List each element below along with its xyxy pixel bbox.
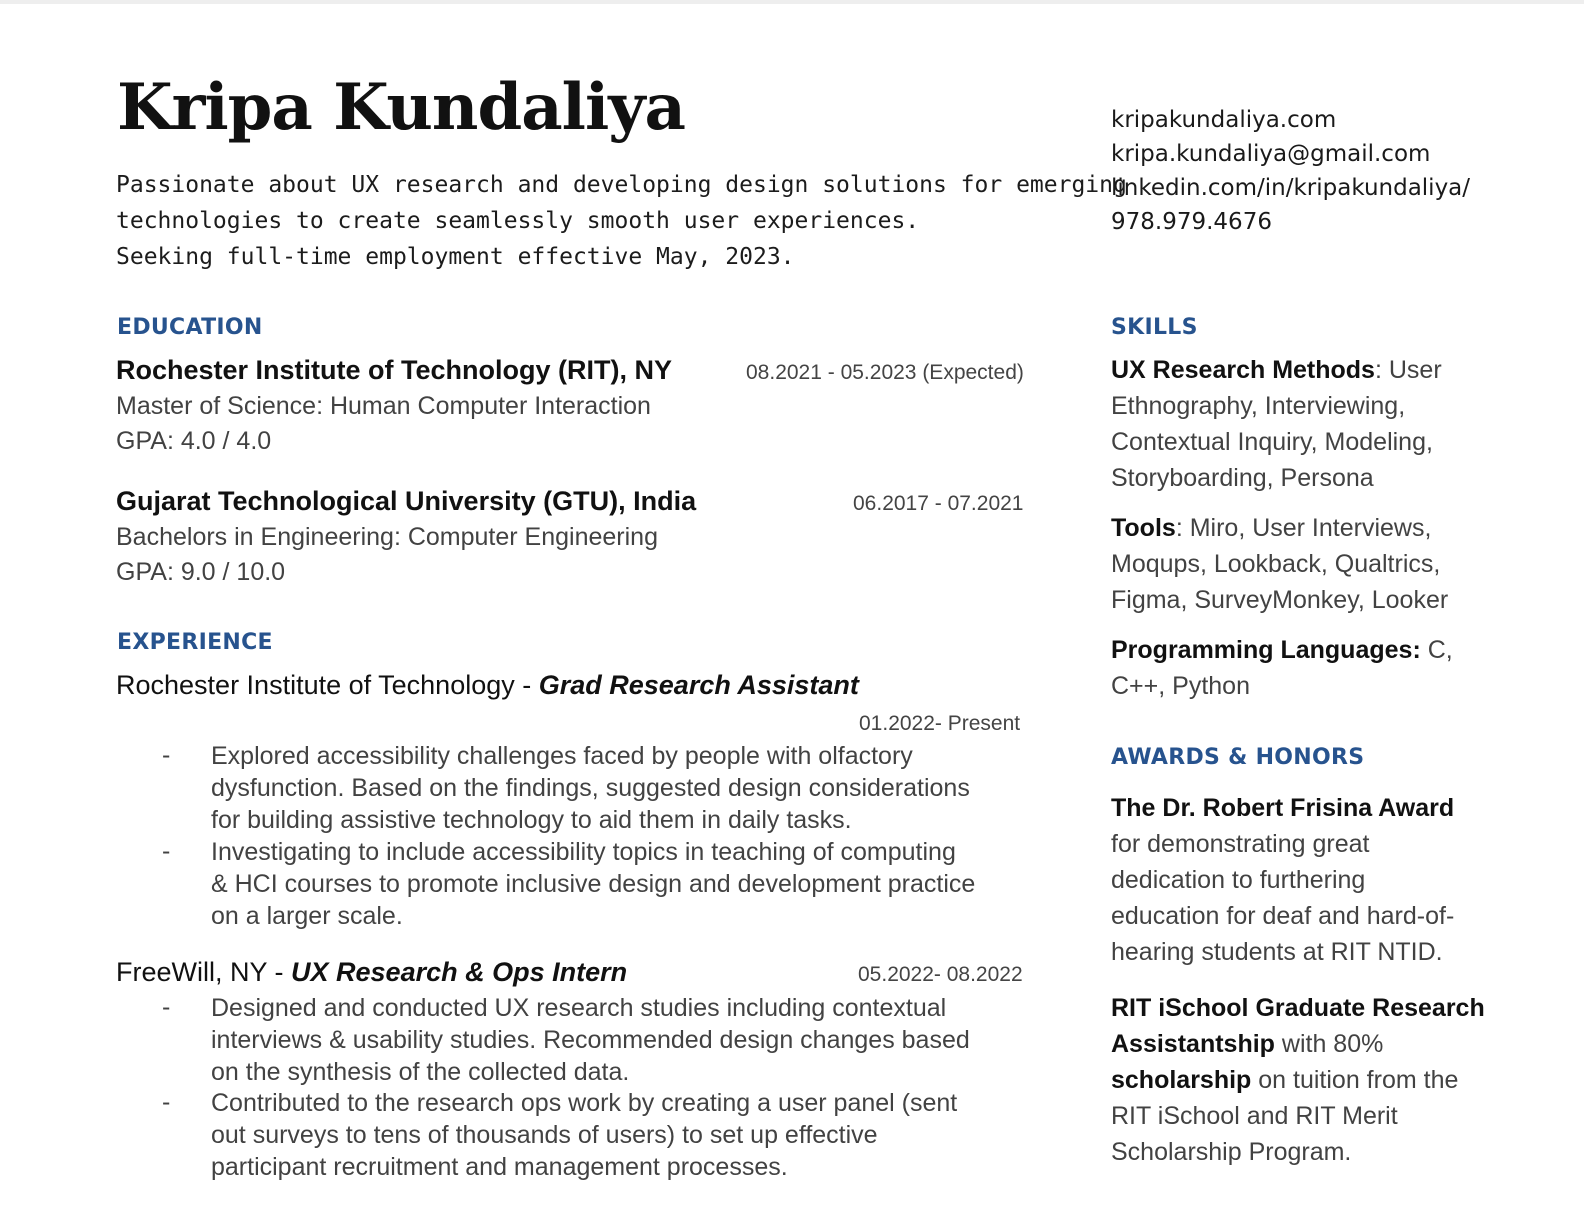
job-bullet (211, 836, 1041, 932)
skill-line: Storyboarding, Persona (1111, 464, 1374, 492)
award-title: RIT iSchool Graduate Research (1111, 994, 1485, 1022)
award-line: dedication to furthering (1111, 866, 1366, 894)
website-link[interactable]: kripakundaliya.com (1111, 107, 1337, 133)
award-line: RIT iSchool and RIT Merit (1111, 1102, 1398, 1130)
skill-line: Figma, SurveyMonkey, Looker (1111, 586, 1449, 614)
award-frisina (1111, 790, 1454, 970)
linkedin-link[interactable]: linkedin.com/in/kripakundaliya/ (1111, 175, 1471, 201)
job-dates: 01.2022- Present (859, 712, 1021, 735)
job-dates: 05.2022- 08.2022 (858, 963, 1023, 986)
email-link[interactable]: kripa.kundaliya@gmail.com (1111, 141, 1431, 167)
bullet-line: interviews & usability studies. Recommended design changes based (211, 1026, 970, 1054)
job-role: Grad Research Assistant (538, 670, 859, 700)
bullet-marker: - (162, 1088, 171, 1116)
skill-line: C++, Python (1111, 672, 1250, 700)
summary-line: Passionate about UX research and developing design solutions for emerging (116, 172, 1127, 198)
award-highlight: scholarship (1111, 1066, 1252, 1094)
award-line: education for deaf and hard-of- (1111, 902, 1455, 930)
phone-number: 978.979.4676 (1111, 209, 1272, 235)
bullet-line: Investigating to include accessibility topics in teaching of computing (211, 838, 956, 866)
bullet-line: dysfunction. Based on the findings, suggested design considerations (211, 774, 970, 802)
bullet-marker: - (162, 837, 171, 865)
skill-text: : User (1374, 356, 1442, 384)
skill-line: Contextual Inquiry, Modeling, (1111, 428, 1433, 456)
bullet-line: Explored accessibility challenges faced by people with olfactory (211, 742, 913, 770)
bullet-line: out surveys to tens of thousands of users) to set up effective (211, 1121, 878, 1149)
award-line: for demonstrating great (1111, 830, 1370, 858)
award-title: The Dr. Robert Frisina Award (1111, 794, 1455, 822)
bullet-marker: - (162, 741, 171, 769)
bullet-line: Designed and conducted UX research studies including contextual (211, 994, 947, 1022)
bullet-marker: - (162, 993, 171, 1021)
edu-degree: Master of Science: Human Computer Interaction (116, 392, 651, 420)
edu-institution: Rochester Institute of Technology (RIT), NY (116, 355, 673, 385)
experience-heading: EXPERIENCE (117, 630, 273, 655)
summary (116, 167, 1127, 275)
skill-label: Programming Languages: (1111, 636, 1421, 664)
bullet-line: & HCI courses to promote inclusive design and development practice (211, 870, 976, 898)
bullet-line: Contributed to the research ops work by creating a user panel (sent (211, 1089, 958, 1117)
bullet-line: on the synthesis of the collected data. (211, 1058, 630, 1086)
edu-gpa: GPA: 4.0 / 4.0 (116, 427, 272, 455)
bullet-line: on a larger scale. (211, 902, 403, 930)
edu-dates: 08.2021 - 05.2023 (Expected) (746, 361, 1024, 384)
skill-label: Tools (1111, 514, 1176, 542)
award-text: on tuition from the (1251, 1066, 1459, 1094)
award-title: Assistantship (1111, 1030, 1275, 1058)
job-title (116, 670, 859, 701)
job-company: FreeWill, NY - (116, 957, 292, 987)
summary-line: technologies to create seamlessly smooth user experiences. (116, 208, 920, 234)
skill-ux-methods (1111, 352, 1442, 496)
job-role: UX Research & Ops Intern (291, 957, 628, 987)
skill-tools (1111, 510, 1448, 618)
candidate-name: Kripa Kundaliya (117, 70, 685, 145)
job-title (116, 957, 627, 988)
job-bullet (211, 992, 1041, 1088)
edu-dates: 06.2017 - 07.2021 (853, 492, 1024, 515)
education-heading: EDUCATION (117, 315, 263, 340)
skill-text: C, (1420, 636, 1453, 664)
skill-line: Ethnography, Interviewing, (1111, 392, 1406, 420)
skill-programming (1111, 632, 1453, 704)
skill-label: UX Research Methods (1111, 356, 1375, 384)
skill-text: : Miro, User Interviews, (1175, 514, 1432, 542)
award-line: Scholarship Program. (1111, 1138, 1352, 1166)
contact-block (1111, 103, 1470, 239)
award-text: with 80% (1274, 1030, 1384, 1058)
job-bullet (211, 740, 1041, 836)
bullet-line: for building assistive technology to aid them in daily tasks. (211, 806, 852, 834)
summary-line: Seeking full-time employment effective May, 2023. (116, 244, 795, 270)
job-bullet (211, 1087, 1041, 1183)
awards-heading: AWARDS & HONORS (1111, 745, 1365, 770)
bullet-line: participant recruitment and management processes. (211, 1153, 788, 1181)
job-company: Rochester Institute of Technology - (116, 670, 539, 700)
edu-degree: Bachelors in Engineering: Computer Engineering (116, 523, 658, 551)
edu-institution: Gujarat Technological University (GTU), India (116, 486, 697, 516)
top-divider (0, 0, 1584, 4)
award-ischool (1111, 990, 1485, 1170)
skill-line: Moqups, Lookback, Qualtrics, (1111, 550, 1441, 578)
edu-gpa: GPA: 9.0 / 10.0 (116, 558, 286, 586)
skills-heading: SKILLS (1111, 315, 1198, 340)
award-line: hearing students at RIT NTID. (1111, 938, 1443, 966)
